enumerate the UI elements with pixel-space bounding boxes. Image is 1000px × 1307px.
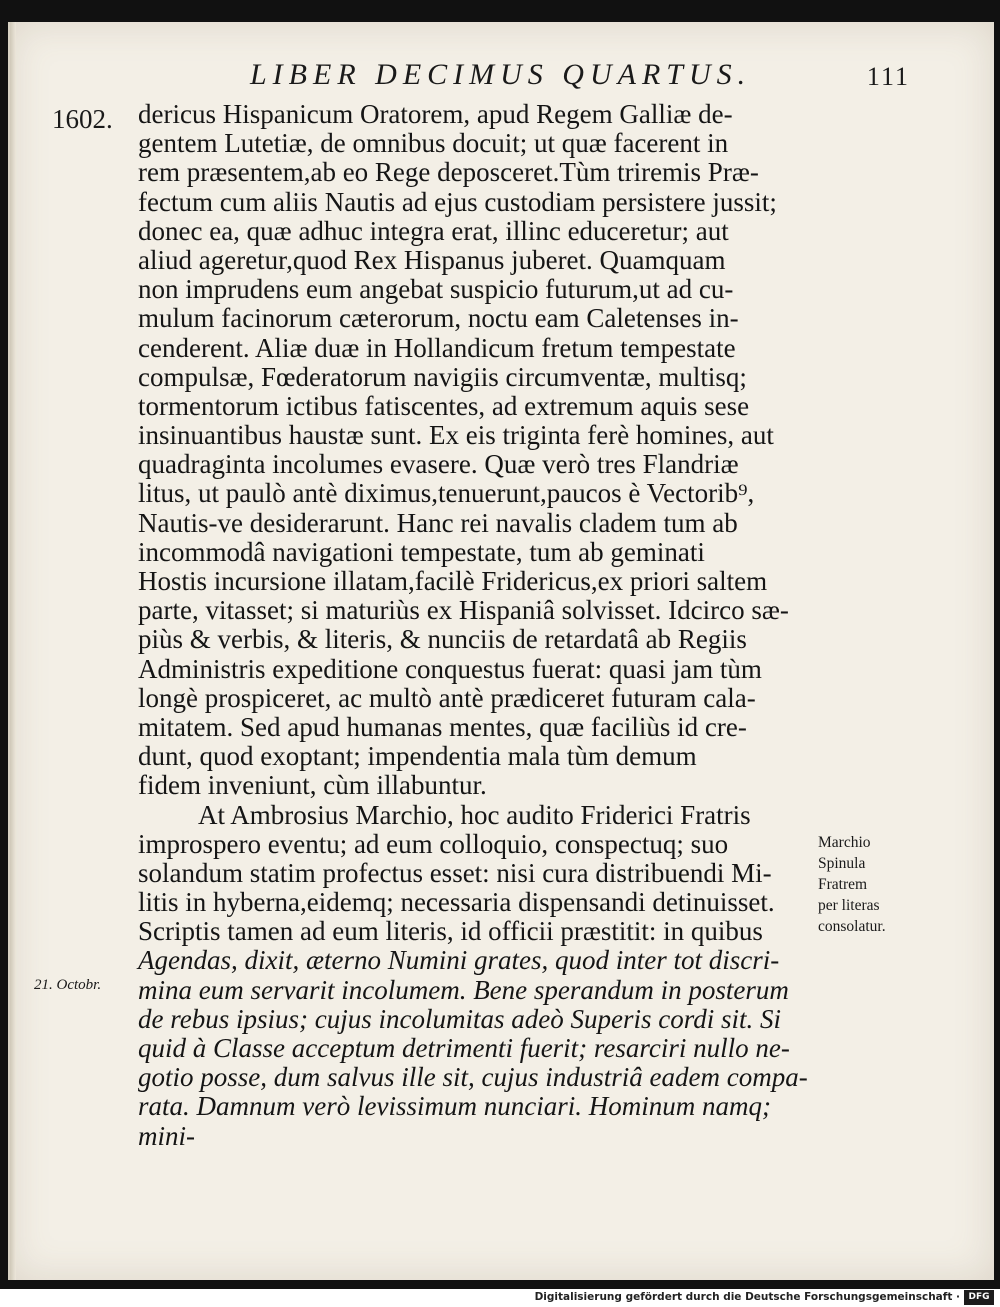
page-gutter-edge [10,22,16,1280]
dfg-logo: DFG [964,1290,994,1305]
side-note-line: Fratrem [818,876,868,893]
text-line: gotio posse, dum salvus ille sit, cujus industriâ eadem compa- [138,1062,808,1093]
paragraph-1 [138,100,818,801]
text-line: fectum cum aliis Nautis ad ejus custodiam persistere jussit; [138,186,777,217]
text-line: incommodâ navigationi tempestate, tum ab geminati [138,536,705,567]
paragraph-2 [138,801,818,947]
text-line: tormentorum ictibus fatiscentes, ad extremum aquis sese [138,390,750,421]
text-line: cenderent. Aliæ duæ in Hollandicum fretum tempestate [138,332,736,363]
text-line: parte, vitasset; si maturiùs ex Hispaniâ solvisset. Idcirco sæ- [138,595,789,626]
side-note-line: per literas [818,897,880,914]
text-line: donec ea, quæ adhuc integra erat, illinc educeretur; aut [138,215,729,246]
paragraph-3-italic [138,946,818,1150]
text-line: non imprudens eum angebat suspicio futurum,ut ad cu- [138,274,734,305]
side-note-line: Marchio [818,834,871,851]
text-line: mitatem. Sed apud humanas mentes, quæ faciliùs id cre- [138,711,747,742]
text-line: rem præsentem,ab eo Rege deposceret.Tùm triremis Præ- [138,157,759,188]
running-head: LIBER DECIMUS QUARTUS. [250,58,752,91]
text-line: insinuantibus haustæ sunt. Ex eis triginta ferè homines, aut [138,420,774,451]
text-line: piùs & verbis, & literis, & nunciis de retardatâ ab Regiis [138,624,747,655]
side-note-line: Spinula [818,855,866,872]
date-marginal-note: 21. Octobr. [34,977,102,993]
main-text-block [138,100,818,1151]
text-line: litis in hyberna,eidemq; necessaria dispensandi detinuisset. [138,887,775,918]
text-line: Nautis-ve desiderarunt. Hanc rei navalis cladem tum ab [138,507,738,538]
text-line: longè prospiceret, ac multò antè prædiceret futuram cala- [138,682,756,713]
marginal-side-note [818,832,928,937]
text-line: mulum facinorum cæterorum, noctu eam Caletenses in- [138,303,739,334]
text-line: dunt, quod exoptant; impendentia mala tùm demum [138,741,697,772]
text-line: Scriptis tamen ad eum literis, id officii præstitit: in quibus [138,916,763,947]
digitization-credit: Digitalisierung gefördert durch die Deutsche Forschungsgemeinschaft · [534,1291,960,1303]
page-number: 111 [866,62,910,91]
text-line: rata. Damnum verò levissimum nunciari. Hominum namq; [138,1091,771,1122]
text-line: solandum statim profectus esset: nisi cura distribuendi Mi- [138,857,772,888]
page-header [250,58,910,98]
text-line: de rebus ipsius; cujus incolumitas adeò Superis cordi sit. Si [138,1003,781,1034]
text-line: improspero eventu; ad eum colloquio, conspectuq; suo [138,828,729,859]
year-marginal-note: 1602. [52,104,113,134]
text-line: gentem Lutetiæ, de omnibus docuit; ut quæ facerent in [138,128,729,159]
text-line: quid à Classe acceptum detrimenti fuerit; resarciri nullo ne- [138,1033,790,1063]
text-line: Agendas, dixit, æterno Numini grates, quod inter tot discri- [138,945,780,976]
text-line: At Ambrosius Marchio, hoc audito Friderici Fratris [198,799,751,830]
text-line: mina eum servarit incolumem. Bene sperandum in posterum [138,974,789,1005]
text-line: fidem inveniunt, cùm illabuntur. [138,770,487,801]
text-line: aliud ageretur,quod Rex Hispanus juberet. Quamquam [138,244,726,275]
text-line: Hostis incursione illatam,facilè Fridericus,ex priori saltem [138,566,768,596]
side-note-line: consolatur. [818,918,886,935]
text-line: litus, ut paulò antè diximus,tenuerunt,paucos è Vectorib⁹, [138,478,755,509]
text-line: Administris expeditione conquestus fuerat: quasi jam tùm [138,653,762,684]
text-line: dericus Hispanicum Oratorem, apud Regem Galliæ de- [138,99,733,129]
text-line: mini- [138,1120,195,1151]
text-line: quadraginta incolumes evasere. Quæ verò tres Flandriæ [138,449,739,480]
text-line: compulsæ, Fœderatorum navigiis circumventæ, multisq; [138,361,747,392]
